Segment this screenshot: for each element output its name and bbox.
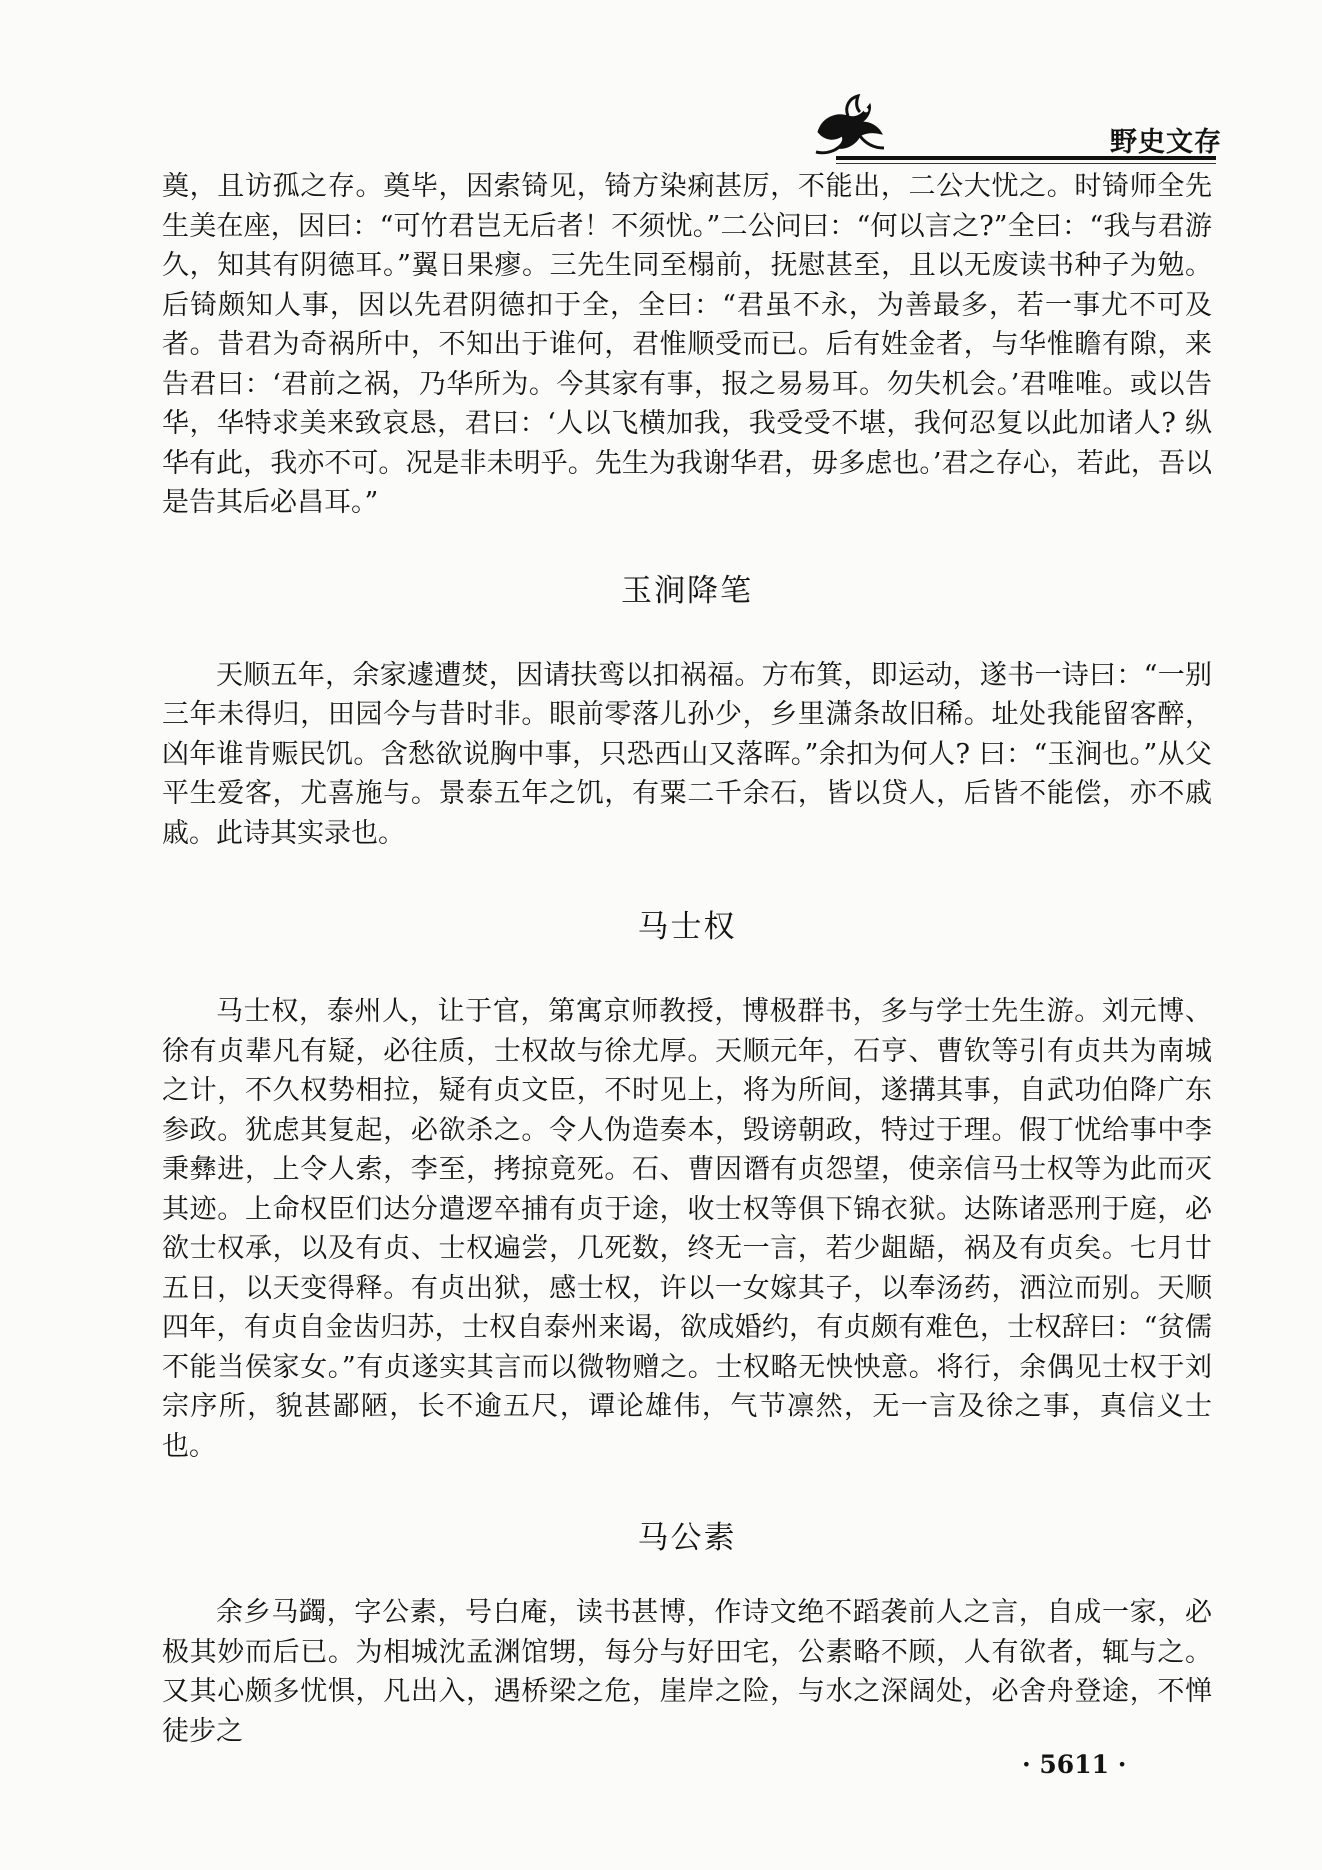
- paragraph-ma-shiquan: 马士权，泰州人，让于官，第寓京师教授，博极群书，多与学士先生游。刘元博、徐有贞辈凡有疑，必往质，士权故与徐尤厚。天顺元年，石亨、曹钦等引有贞共为南城之计，不久权势相拉，疑有贞文臣，不时见上，将为所间，遂搆其事，自武功伯降广东参政。犹虑其复起，必欲杀之。令人伪造奏本，毁谤朝政，特过于理。假丁忧给事中李秉彝进，上令人索，李至，拷掠竟死。石、曹因谮有贞怨望，使亲信马士权等为此而灭其迹。上命权臣们达分遣逻卒捕有贞于途，收士权等俱下锦衣狱。达陈诸恶刑于庭，必欲士权承，以及有贞、士权遍尝，几死数，终无一言，若少龃龉，祸及有贞矣。七月廿五日，以天变得释。有贞出狱，感士权，许以一女嫁其子，以奉汤药，洒泣而别。天顺四年，有贞自金齿归苏，士权自泰州来谒，欲成婚约，有贞颇有难色，士权辞曰：“贫儒不能当侯家女。”有贞遂实其言而以微物赠之。士权略无怏怏意。将行，余偶见士权于刘宗序所，貌甚鄙陋，长不逾五尺，谭论雄伟，气节凛然，无一言及徐之事，真信义士也。: [162, 996, 1212, 1462]
- paragraph-ma-gongsu: 余乡马蠲，字公素，号白庵，读书甚博，作诗文绝不蹈袭前人之言，自成一家，必极其妙而后已。为相城沈孟渊馆甥，每分与好田宅，公素略不顾，人有欲者，辄与之。又其心颇多忧惧，凡出入，遇桥梁之危，崖岸之险，与水之深阔处，必舍舟登途，不惮徒步之: [162, 1597, 1212, 1747]
- header-rule: [836, 156, 1216, 160]
- paragraph-yujian-jiangbi: 天顺五年，余家遽遭焚，因请扶鸾以扣祸福。方布箕，即运动，遂书一诗曰：“一别三年未得归，田园今与昔时非。眼前零落儿孙少，乡里潇条故旧稀。址处我能留客醉，凶年谁肯赈民饥。含愁欲说胸中事，只恐西山又落晖。”余扣为何人? 曰：“玉涧也。”从父平生爱客，尤喜施与。景泰五年之饥，有粟二千余石，皆以贷人，后皆不能偿，亦不戚戚。此诗其实录也。: [162, 659, 1212, 849]
- header-rule-thin: [836, 163, 1216, 164]
- running-header-title: 野史文存: [1110, 127, 1222, 158]
- page-number: · 5611 ·: [1022, 1750, 1127, 1779]
- page-body: [162, 167, 1212, 1751]
- paragraph-continuation: 奠，且访孤之存。奠毕，因索锜见，锜方染痢甚厉，不能出，二公大忧之。时锜师全先生美在座，因曰：“可竹君岂无后者！不须忧。”二公问曰：“何以言之?”全曰：“我与君游久，知其有阴德耳。”翼日果瘳。三先生同至榻前，抚慰甚至，且以无废读书种子为勉。后锜颇知人事，因以先君阴德扣于全，全曰：“君虽不永，为善最多，若一事尤不可及者。昔君为奇祸所中，不知出于谁何，君惟顺受而已。后有姓金者，与华惟瞻有隙，来告君曰：‘君前之祸，乃华所为。今其家有事，报之易易耳。勿失机会。’君唯唯。或以告华，华特求美来致哀恳，君曰：‘人以飞横加我，我受受不堪，我何忍复以此加诸人? 纵华有此，我亦不可。况是非未明乎。先生为我谢华君，毋多虑也。’君之存心，若此，吾以是告其后必昌耳。”: [162, 171, 1212, 518]
- section-title-yujian-jiangbi: 玉涧降笔: [621, 572, 753, 609]
- section-title-ma-shiquan: 马士权: [637, 909, 737, 945]
- dragon-emblem-icon: [808, 92, 888, 158]
- section-title-ma-gongsu: 马公素: [637, 1520, 737, 1556]
